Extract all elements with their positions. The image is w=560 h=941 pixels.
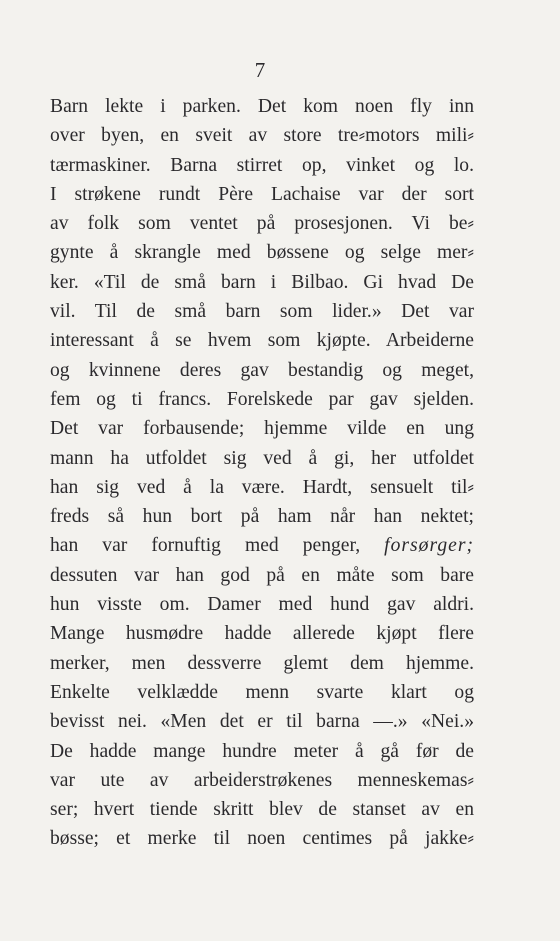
text-line: han sig ved å la være. Hardt, sensuelt til⸗	[50, 476, 474, 498]
text-line: og kvinnene deres gav bestandig og meget,	[50, 359, 474, 381]
text-line: bevisst nei. «Men det er til barna —.» «Nei.»	[50, 711, 474, 733]
text-line-start: han var fornuftig med penger,	[50, 535, 361, 557]
text-line: ser; hvert tiende skritt blev de stanset av en	[50, 799, 474, 821]
text-line: dessuten var han god på en måte som bare	[50, 564, 474, 586]
text-line: Det var forbausende; hjemme vilde en ung	[50, 418, 474, 440]
text-line: tærmaskiner. Barna stirret op, vinket og lo.	[50, 154, 474, 176]
text-line: I strøkene rundt Père Lachaise var der sort	[50, 183, 474, 205]
text-line: var ute av arbeiderstrøkenes menneskemas⸗	[50, 769, 474, 791]
text-line: gynte å skrangle med bøssene og selge mer⸗	[50, 242, 474, 264]
text-line: fem og ti francs. Forelskede par gav sjelden.	[50, 388, 474, 410]
text-line: De hadde mange hundre meter å gå før de	[50, 740, 474, 762]
text-line-with-emphasis	[50, 531, 474, 560]
page-number: 7	[254, 58, 266, 82]
text-line: av folk som ventet på prosesjonen. Vi be⸗	[50, 213, 474, 235]
text-line: freds så hun bort på ham når han nektet;	[50, 506, 474, 528]
text-line: over byen, en sveit av store tre⸗motors mili⸗	[50, 125, 474, 147]
text-line: merker, men dessverre glemt dem hjemme.	[50, 652, 474, 674]
text-line: vil. Til de små barn som lider.» Det var	[50, 301, 474, 323]
text-line: bøsse; et merke til noen centimes på jakke⸗	[50, 828, 474, 850]
text-line: Barn lekte i parken. Det kom noen fly inn	[50, 96, 474, 117]
text-line: mann ha utfoldet sig ved å gi, her utfoldet	[50, 447, 474, 469]
emphasized-word: forsørger;	[384, 535, 474, 557]
text-line: hun visste om. Damer med hund gav aldri.	[50, 594, 474, 616]
text-line: Mange husmødre hadde allerede kjøpt flere	[50, 623, 474, 645]
text-line: ker. «Til de små barn i Bilbao. Gi hvad De	[50, 271, 474, 293]
body-text	[50, 92, 474, 854]
text-line: Enkelte velklædde menn svarte klart og	[50, 681, 474, 703]
text-line: interessant å se hvem som kjøpte. Arbeiderne	[50, 330, 474, 352]
